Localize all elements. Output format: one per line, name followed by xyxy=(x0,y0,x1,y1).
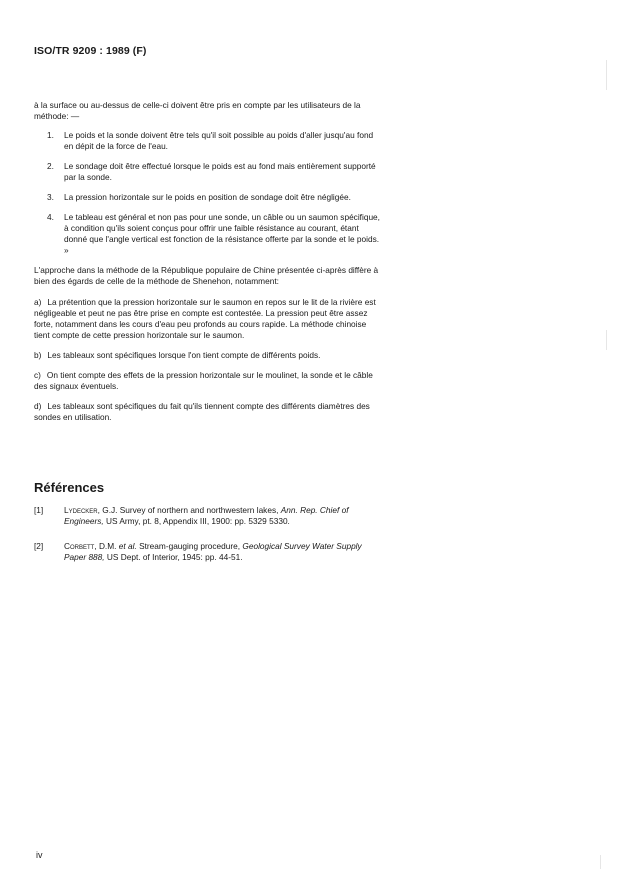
reference-item xyxy=(34,505,384,527)
list-item-number: 1. xyxy=(47,130,54,140)
lettered-item-label: c) xyxy=(34,370,41,380)
reference-rest: US Army, pt. 8, Appendix III, 1900: pp. 5329 5330. xyxy=(103,516,290,526)
approach-paragraph: L'approche dans la méthode de la République populaire de Chine présentée ci-après diffère à bien des égards de celle de la méthode de Shenehon, notamment: xyxy=(34,265,379,286)
lettered-list xyxy=(34,297,384,423)
scan-margin-mark xyxy=(600,855,601,869)
lettered-item xyxy=(34,297,384,341)
lettered-item-label: b) xyxy=(34,350,42,360)
reference-item xyxy=(34,541,384,563)
references-heading: Références xyxy=(34,480,105,495)
reference-text xyxy=(64,505,384,527)
list-item xyxy=(34,161,384,183)
list-item-number: 2. xyxy=(47,161,54,171)
body-text xyxy=(34,100,384,432)
list-item-number: 3. xyxy=(47,192,54,202)
reference-author-rest: , D.M. xyxy=(94,541,119,551)
list-item xyxy=(34,192,384,203)
intro-paragraph: à la surface ou au-dessus de celle-ci doivent être pris en compte par les utilisateurs de la méthode: — xyxy=(34,100,361,121)
scan-margin-mark xyxy=(606,60,607,90)
lettered-item-label: d) xyxy=(34,401,42,411)
list-item-text: Le sondage doit être effectué lorsque le poids est au fond mais entièrement supporté par la sonde. xyxy=(64,161,376,182)
references-list xyxy=(34,505,384,577)
lettered-item-label: a) xyxy=(34,297,42,307)
list-item-text: La pression horizontale sur le poids en position de sondage doit être négligée. xyxy=(64,192,351,202)
list-item xyxy=(34,212,384,256)
lettered-item-text: Les tableaux sont spécifiques lorsque l'on tient compte de différents poids. xyxy=(47,350,321,360)
page-header-title: ISO/TR 9209 : 1989 (F) xyxy=(34,45,147,57)
page-number: iv xyxy=(36,850,43,860)
reference-author: Lydecker xyxy=(64,505,98,515)
reference-text xyxy=(64,541,384,563)
lettered-item xyxy=(34,370,384,392)
reference-number: [1] xyxy=(34,505,44,515)
scan-margin-mark xyxy=(606,330,607,350)
reference-number: [2] xyxy=(34,541,44,551)
list-item-text: Le poids et la sonde doivent être tels qu'il soit possible au poids d'aller jusqu'au fond en dépit de la force de l'eau. xyxy=(64,130,374,151)
numbered-list xyxy=(34,130,384,256)
reference-etal: et al. xyxy=(118,541,137,551)
lettered-item xyxy=(34,401,384,423)
lettered-item-text: On tient compte des effets de la pression horizontale sur le moulinet, la sonde et le câble des signaux éventuels. xyxy=(34,370,373,391)
reference-author-rest: , G.J. Survey of northern and northwestern lakes, xyxy=(97,505,281,515)
reference-author: Corbett xyxy=(64,541,95,551)
list-item-text: Le tableau est général et non pas pour une sonde, un câble ou un saumon spécifique, à condition qu'ils soient conçus pour offrir une faible résistance au courant, étant donné que l'angle vertical est fonction de la résistance offerte par la sonde et le poids. » xyxy=(64,212,380,255)
lettered-item-text: La prétention que la pression horizontale sur le saumon en repos sur le lit de la rivière est négligeable et peut ne pas être prise en compte est contestée. La pression peut être assez forte, notamment dans les cours d'eau peu profonds au cours rapide. La méthode chinoise tient compte de cette pression horizontale sur le saumon. xyxy=(34,297,376,340)
reference-rest: US Dept. of Interior, 1945: pp. 44-51. xyxy=(104,552,243,562)
reference-title: Stream-gauging procedure, xyxy=(136,541,243,551)
lettered-item xyxy=(34,350,384,361)
reference-source: Ann. Rep. Chief of Engineers, xyxy=(64,505,349,526)
reference-source: Geological Survey Water Supply Paper 888, xyxy=(64,541,362,562)
lettered-item-text: Les tableaux sont spécifiques du fait qu'ils tiennent compte des différents diamètres des sondes en utilisation. xyxy=(34,401,370,422)
list-item-number: 4. xyxy=(47,212,54,222)
list-item xyxy=(34,130,384,152)
